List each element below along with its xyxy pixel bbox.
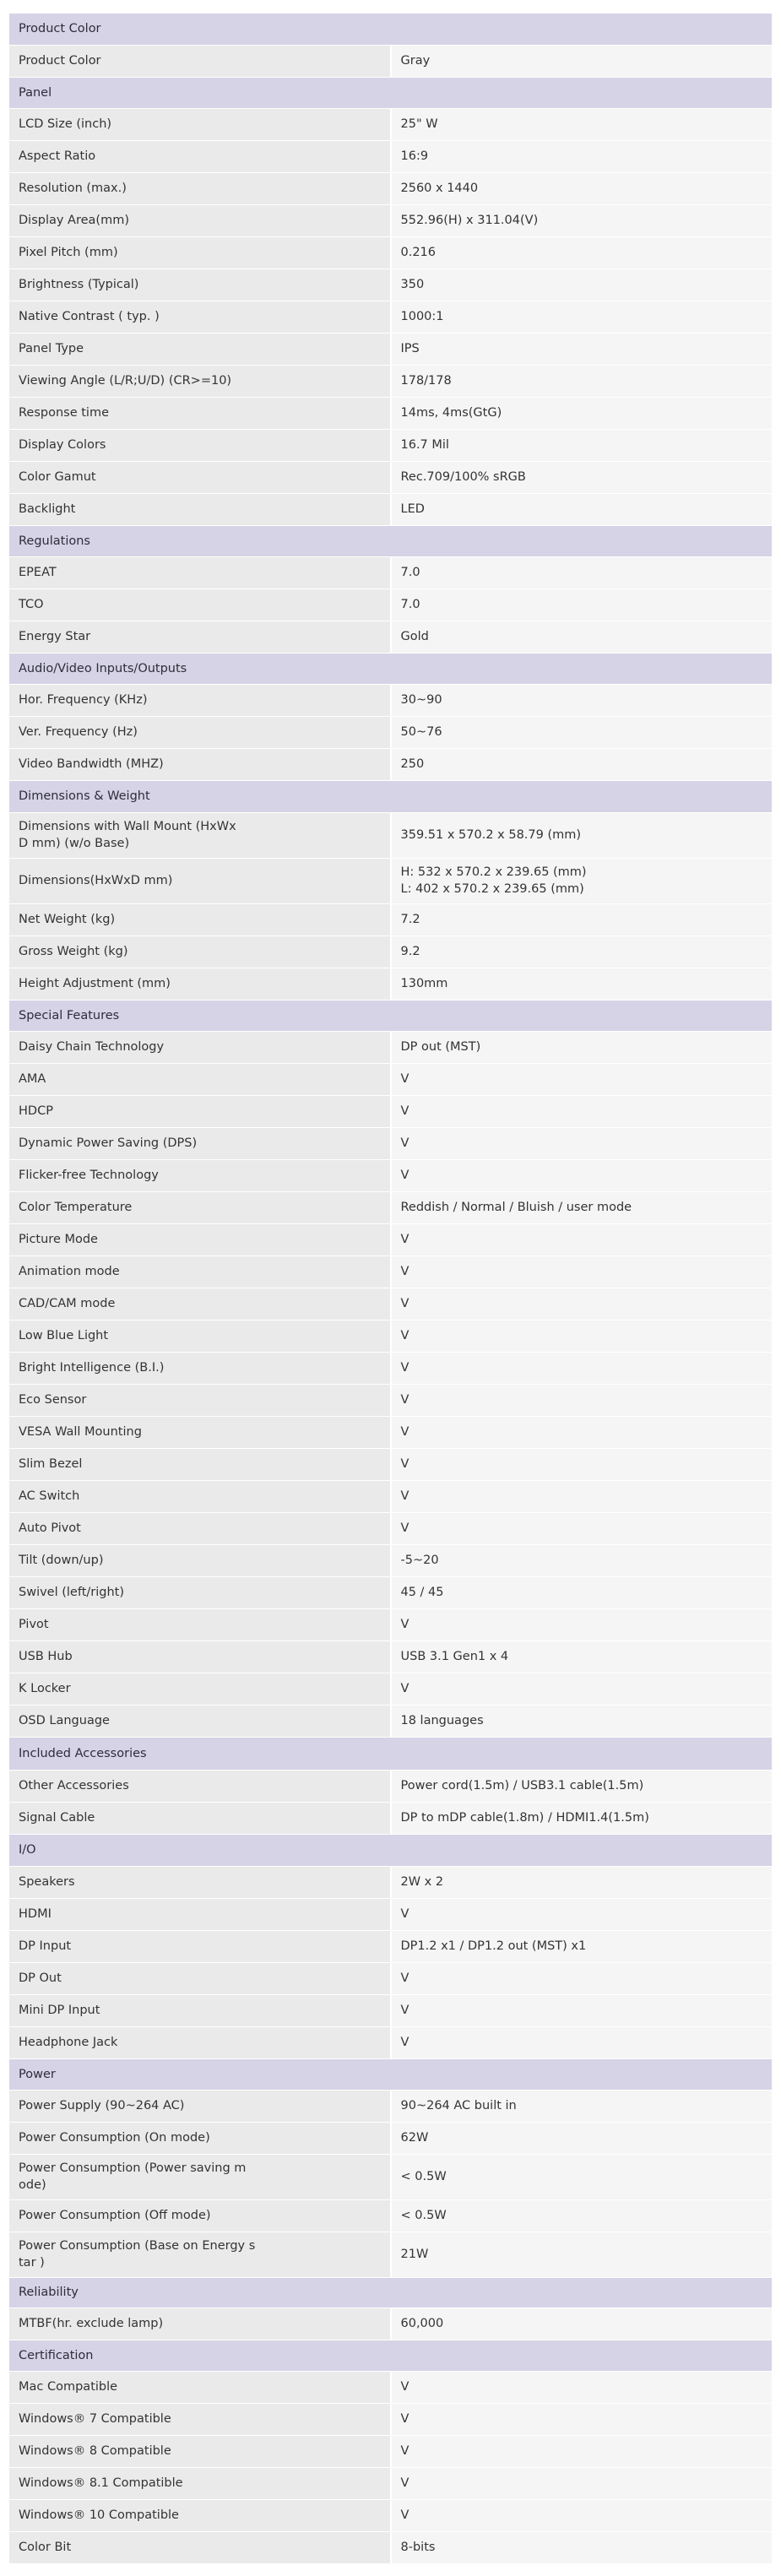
spec-row [9, 493, 772, 525]
cell-line: Power Supply (90~264 AC) [19, 2099, 185, 2112]
spec-value: V [391, 1384, 773, 1416]
cell-line: Power Consumption (On mode) [19, 2131, 210, 2145]
spec-row [9, 1352, 772, 1384]
spec-label: Other Accessories [9, 1770, 391, 1802]
spec-label: VESA Wall Mounting [9, 1416, 391, 1448]
spec-value: 350 [391, 268, 773, 301]
spec-value: 0.216 [391, 236, 773, 268]
spec-label: Windows® 8.1 Compatible [9, 2467, 391, 2499]
section-header-product-color [9, 14, 772, 45]
spec-label: HDCP [9, 1095, 391, 1127]
spec-label: Gross Weight (kg) [9, 935, 391, 968]
spec-label: Low Blue Light [9, 1320, 391, 1352]
cell-line: Power Consumption (Base on Energy s [19, 2239, 256, 2253]
spec-value: V [391, 1320, 773, 1352]
spec-label: Brightness (Typical) [9, 268, 391, 301]
spec-row [9, 1480, 772, 1512]
spec-row [9, 716, 772, 748]
spec-value: V [391, 1159, 773, 1191]
spec-label: Color Gamut [9, 461, 391, 493]
spec-row [9, 1866, 772, 1898]
spec-row [9, 1320, 772, 1352]
cell-line: 90~264 AC built in [400, 2099, 517, 2112]
spec-row [9, 1416, 772, 1448]
spec-value: V [391, 2026, 773, 2058]
section-header-i-o [9, 1834, 772, 1866]
spec-value: V [391, 1255, 773, 1288]
spec-row [9, 858, 772, 903]
spec-value: Reddish / Normal / Bluish / user mode [391, 1191, 773, 1223]
cell-line: ode) [19, 2178, 46, 2192]
section-title: I/O [9, 1834, 772, 1866]
spec-row [9, 935, 772, 968]
spec-label: Auto Pivot [9, 1512, 391, 1544]
spec-row [9, 1705, 772, 1737]
section-title: Audio/Video Inputs/Outputs [9, 653, 772, 684]
section-header-certification [9, 2340, 772, 2371]
spec-value [391, 2154, 773, 2199]
spec-label: Headphone Jack [9, 2026, 391, 2058]
spec-value: DP1.2 x1 / DP1.2 out (MST) x1 [391, 1930, 773, 1962]
spec-value: DP out (MST) [391, 1031, 773, 1063]
specifications-table [9, 14, 772, 2564]
spec-label: CAD/CAM mode [9, 1288, 391, 1320]
spec-row [9, 2199, 772, 2232]
spec-label: Swivel (left/right) [9, 1576, 391, 1608]
spec-row [9, 2026, 772, 2058]
spec-value: V [391, 1512, 773, 1544]
cell-line: L: 402 x 570.2 x 239.65 (mm) [400, 882, 584, 896]
spec-value: 18 languages [391, 1705, 773, 1737]
spec-label: Bright Intelligence (B.I.) [9, 1352, 391, 1384]
spec-row [9, 1512, 772, 1544]
spec-value: 2560 x 1440 [391, 172, 773, 204]
spec-label: Windows® 10 Compatible [9, 2499, 391, 2531]
spec-label: USB Hub [9, 1641, 391, 1673]
spec-label: AMA [9, 1063, 391, 1095]
spec-value: 14ms, 4ms(GtG) [391, 397, 773, 429]
spec-row [9, 1544, 772, 1576]
spec-value: 60,000 [391, 2308, 773, 2340]
spec-value: 50~76 [391, 716, 773, 748]
spec-label: Animation mode [9, 1255, 391, 1288]
spec-row [9, 2122, 772, 2154]
spec-label: MTBF(hr. exclude lamp) [9, 2308, 391, 2340]
spec-row [9, 1608, 772, 1641]
spec-value: 130mm [391, 968, 773, 1000]
spec-value: 250 [391, 748, 773, 780]
spec-label: Tilt (down/up) [9, 1544, 391, 1576]
spec-label: Native Contrast ( typ. ) [9, 301, 391, 333]
section-title: Included Accessories [9, 1737, 772, 1770]
spec-value: V [391, 1898, 773, 1930]
spec-value: 16.7 Mil [391, 429, 773, 461]
spec-value [391, 858, 773, 903]
section-header-panel [9, 77, 772, 108]
spec-label: Aspect Ratio [9, 140, 391, 172]
spec-value: V [391, 1480, 773, 1512]
spec-row [9, 172, 772, 204]
section-title: Panel [9, 77, 772, 108]
section-title: Special Features [9, 1000, 772, 1031]
spec-value [391, 2232, 773, 2277]
spec-label: EPEAT [9, 556, 391, 588]
spec-label: Energy Star [9, 621, 391, 653]
spec-label: AC Switch [9, 1480, 391, 1512]
spec-label: HDMI [9, 1898, 391, 1930]
spec-label: Video Bandwidth (MHZ) [9, 748, 391, 780]
section-header-special-features [9, 1000, 772, 1031]
section-header-audio-video-inputs-outputs [9, 653, 772, 684]
spec-label: Height Adjustment (mm) [9, 968, 391, 1000]
spec-label: Speakers [9, 1866, 391, 1898]
spec-row [9, 1095, 772, 1127]
spec-value: V [391, 2499, 773, 2531]
spec-row [9, 556, 772, 588]
spec-value: 1000:1 [391, 301, 773, 333]
spec-label: Pivot [9, 1608, 391, 1641]
spec-label: OSD Language [9, 1705, 391, 1737]
spec-value: DP to mDP cable(1.8m) / HDMI1.4(1.5m) [391, 1802, 773, 1834]
cell-line: Dimensions with Wall Mount (HxWx [19, 820, 236, 833]
spec-label: Response time [9, 397, 391, 429]
spec-value: 25" W [391, 108, 773, 140]
spec-row [9, 236, 772, 268]
spec-value: V [391, 1448, 773, 1480]
spec-row [9, 1223, 772, 1255]
spec-value: V [391, 1962, 773, 1994]
section-title: Product Color [9, 14, 772, 45]
spec-row [9, 108, 772, 140]
spec-value: V [391, 1416, 773, 1448]
spec-row [9, 397, 772, 429]
section-header-regulations [9, 525, 772, 556]
spec-row [9, 1191, 772, 1223]
spec-label: Signal Cable [9, 1802, 391, 1834]
spec-value: V [391, 1994, 773, 2026]
spec-row [9, 588, 772, 621]
spec-value: V [391, 1127, 773, 1159]
spec-label: Mini DP Input [9, 1994, 391, 2026]
cell-line: < 0.5W [400, 2209, 447, 2222]
spec-row [9, 1898, 772, 1930]
spec-row [9, 1770, 772, 1802]
spec-value: Gray [391, 45, 773, 77]
spec-value: 8-bits [391, 2531, 773, 2563]
spec-row [9, 2435, 772, 2467]
spec-value: Power cord(1.5m) / USB3.1 cable(1.5m) [391, 1770, 773, 1802]
spec-value: 7.0 [391, 556, 773, 588]
spec-label: Resolution (max.) [9, 172, 391, 204]
spec-value: 2W x 2 [391, 1866, 773, 1898]
spec-value: 7.2 [391, 903, 773, 935]
section-title: Certification [9, 2340, 772, 2371]
spec-row [9, 2531, 772, 2563]
cell-line: < 0.5W [400, 2170, 447, 2183]
spec-label [9, 2232, 391, 2277]
spec-value: V [391, 1608, 773, 1641]
spec-row [9, 45, 772, 77]
spec-row [9, 968, 772, 1000]
spec-row [9, 1255, 772, 1288]
spec-row [9, 2232, 772, 2277]
spec-label: Slim Bezel [9, 1448, 391, 1480]
spec-row [9, 461, 772, 493]
spec-row [9, 333, 772, 365]
spec-row [9, 365, 772, 397]
spec-row [9, 1930, 772, 1962]
spec-label: Color Bit [9, 2531, 391, 2563]
spec-label: LCD Size (inch) [9, 108, 391, 140]
spec-value [391, 2090, 773, 2122]
spec-row [9, 2499, 772, 2531]
spec-row [9, 2467, 772, 2499]
spec-row [9, 748, 772, 780]
spec-value [391, 2122, 773, 2154]
cell-line: 359.51 x 570.2 x 58.79 (mm) [400, 828, 582, 842]
spec-row [9, 2371, 772, 2403]
spec-row [9, 1576, 772, 1608]
spec-label: Picture Mode [9, 1223, 391, 1255]
cell-line: Power Consumption (Off mode) [19, 2209, 211, 2222]
spec-row [9, 1802, 772, 1834]
spec-label: Net Weight (kg) [9, 903, 391, 935]
spec-value: V [391, 1352, 773, 1384]
section-title: Power [9, 2058, 772, 2090]
spec-label: Viewing Angle (L/R;U/D) (CR>=10) [9, 365, 391, 397]
spec-row [9, 2403, 772, 2435]
spec-label: TCO [9, 588, 391, 621]
spec-row [9, 268, 772, 301]
spec-value: IPS [391, 333, 773, 365]
spec-label: Eco Sensor [9, 1384, 391, 1416]
spec-label [9, 2122, 391, 2154]
section-title: Regulations [9, 525, 772, 556]
spec-row [9, 1288, 772, 1320]
spec-row [9, 684, 772, 716]
spec-value: LED [391, 493, 773, 525]
spec-value: V [391, 1063, 773, 1095]
spec-label: Daisy Chain Technology [9, 1031, 391, 1063]
cell-line: Dimensions(HxWxD mm) [19, 874, 173, 887]
spec-row [9, 429, 772, 461]
spec-label: Product Color [9, 45, 391, 77]
section-header-power [9, 2058, 772, 2090]
cell-line: 21W [400, 2248, 429, 2261]
spec-value: V [391, 1095, 773, 1127]
section-header-included-accessories [9, 1737, 772, 1770]
spec-value: V [391, 1288, 773, 1320]
spec-value: 552.96(H) x 311.04(V) [391, 204, 773, 236]
spec-value: V [391, 1673, 773, 1705]
section-title: Dimensions & Weight [9, 780, 772, 812]
spec-row [9, 2154, 772, 2199]
spec-label [9, 2090, 391, 2122]
spec-value: -5~20 [391, 1544, 773, 1576]
spec-row [9, 140, 772, 172]
spec-label: Ver. Frequency (Hz) [9, 716, 391, 748]
cell-line: Power Consumption (Power saving m [19, 2161, 247, 2175]
spec-row [9, 2308, 772, 2340]
spec-label [9, 858, 391, 903]
spec-value: USB 3.1 Gen1 x 4 [391, 1641, 773, 1673]
spec-label: Display Colors [9, 429, 391, 461]
spec-row [9, 1031, 772, 1063]
spec-label: Hor. Frequency (KHz) [9, 684, 391, 716]
spec-row [9, 1673, 772, 1705]
spec-value: 178/178 [391, 365, 773, 397]
spec-row [9, 204, 772, 236]
spec-label: Flicker-free Technology [9, 1159, 391, 1191]
spec-label: Pixel Pitch (mm) [9, 236, 391, 268]
spec-label: Color Temperature [9, 1191, 391, 1223]
spec-row [9, 1448, 772, 1480]
spec-value [391, 2199, 773, 2232]
spec-row [9, 1159, 772, 1191]
spec-row [9, 621, 772, 653]
spec-value: 16:9 [391, 140, 773, 172]
spec-value: 9.2 [391, 935, 773, 968]
spec-row [9, 1127, 772, 1159]
cell-line: H: 532 x 570.2 x 239.65 (mm) [400, 865, 587, 879]
spec-value [391, 812, 773, 858]
spec-value: 45 / 45 [391, 1576, 773, 1608]
spec-label: K Locker [9, 1673, 391, 1705]
spec-value: V [391, 2371, 773, 2403]
spec-value: Rec.709/100% sRGB [391, 461, 773, 493]
spec-value: 7.0 [391, 588, 773, 621]
section-header-dimensions-weight [9, 780, 772, 812]
spec-row [9, 2090, 772, 2122]
spec-row [9, 1063, 772, 1095]
spec-row [9, 1994, 772, 2026]
spec-value: V [391, 2403, 773, 2435]
spec-label: Dynamic Power Saving (DPS) [9, 1127, 391, 1159]
cell-line: D mm) (w/o Base) [19, 837, 130, 850]
section-title: Reliability [9, 2277, 772, 2308]
spec-label [9, 2199, 391, 2232]
section-header-reliability [9, 2277, 772, 2308]
spec-label [9, 812, 391, 858]
spec-label: Display Area(mm) [9, 204, 391, 236]
spec-value: V [391, 2467, 773, 2499]
spec-row [9, 903, 772, 935]
spec-row [9, 301, 772, 333]
spec-label: Windows® 8 Compatible [9, 2435, 391, 2467]
spec-value: Gold [391, 621, 773, 653]
spec-label: Windows® 7 Compatible [9, 2403, 391, 2435]
spec-row [9, 812, 772, 858]
spec-value: 30~90 [391, 684, 773, 716]
spec-row [9, 1641, 772, 1673]
spec-row [9, 1384, 772, 1416]
spec-label [9, 2154, 391, 2199]
spec-label: Panel Type [9, 333, 391, 365]
spec-label: Mac Compatible [9, 2371, 391, 2403]
cell-line: tar ) [19, 2256, 45, 2270]
spec-label: DP Out [9, 1962, 391, 1994]
specifications-table-body [9, 14, 772, 2563]
spec-label: Backlight [9, 493, 391, 525]
spec-label: DP Input [9, 1930, 391, 1962]
spec-value: V [391, 1223, 773, 1255]
cell-line: 62W [400, 2131, 429, 2145]
spec-row [9, 1962, 772, 1994]
spec-value: V [391, 2435, 773, 2467]
